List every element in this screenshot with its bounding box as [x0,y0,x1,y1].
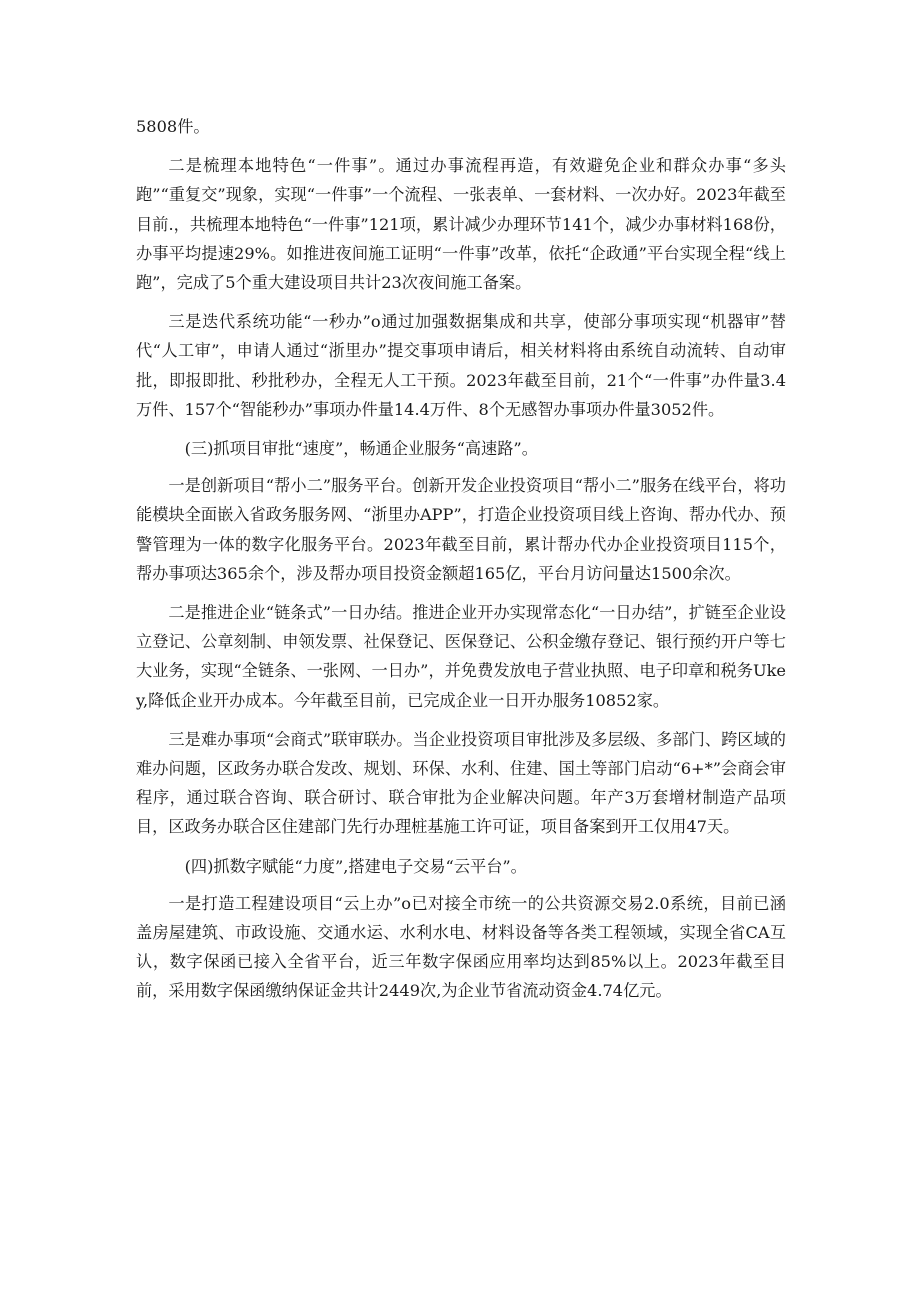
paragraph-chain-one-day: 二是推进企业“链条式”一日办结。推进企业开办实现常态化“一日办结”，扩链至企业设立登记、公章刻制、申领发票、社保登记、医保登记、公积金缴存登记、银行预约开户等七大业务，实现“全链条、一张网、一日办”，并免费发放电子营业执照、电子印章和税务Ukey,降低企业开办成本。今年截至目前，已完成企业一日开办服务10852家。 [136,603,786,710]
section-heading-4: (四)抓数字赋能“力度”,搭建电子交易“云平台”。 [184,856,527,876]
paragraph-cloud-service: 一是打造工程建设项目“云上办”o已对接全市统一的公共资源交易2.0系统，目前已涵盖房屋建筑、市政设施、交通水运、水利水电、材料设备等各类工程领域，实现全省CA互认，数字保函已接入全省平台，近三年数字保函应用率均达到85%以上。2023年截至目前，采用数字保函缴纳保证金共计2449次,为企业节省流动资金4.74亿元。 [136,893,786,1001]
document-page [136,112,786,1006]
paragraph-joint-review: 三是难办事项“会商式”联审联办。当企业投资项目审批涉及多层级、多部门、跨区域的难办问题，区政务办联合发改、规划、环保、水利、住建、国土等部门启动“6+*”会商会审程序，通过联合咨询、联合研讨、联合审批为企业解决问题。年产3万套增材制造产品项目，区政务办联合区住建部门先行办理桩基施工许可证，项目备案到开工仅用47天。 [136,729,786,837]
section-heading-3: (三)抓项目审批“速度”，畅通企业服务“高速路”。 [184,439,538,459]
paragraph-continuation: 5808件。 [136,117,210,136]
paragraph-local-one-thing: 二是梳理本地特色“一件事”。通过办事流程再造，有效避免企业和群众办事“多头跑”“重复交”现象，实现“一件事”一个流程、一张表单、一套材料、一次办好。2023年截至目前.，共梳理本地特色“一件事”121项，累计减少办理环节141个，减少办事材料168份，办事平均提速29%。如推进夜间施工证明“一件事”改革，依托“企政通”平台实现全程“线上跑”，完成了5个重大建设项目共计23次夜间施工备案。 [136,156,786,293]
paragraph-one-second-service: 三是迭代系统功能“一秒办”o通过加强数据集成和共享，使部分事项实现“机器审”替代“人工审”，申请人通过“浙里办”提交事项申请后，相关材料将由系统自动流转、自动审批，即报即批、秒批秒办，全程无人工干预。2023年截至目前，21个“一件事”办件量3.4万件、157个“智能秒办”事项办件量14.4万件、8个无感智办事项办件量3052件。 [136,312,786,419]
paragraph-bang-xiao-er: 一是创新项目“帮小二”服务平台。创新开发企业投资项目“帮小二”服务在线平台，将功能模块全面嵌入省政务服务网、“浙里办APP”，打造企业投资项目线上咨询、帮办代办、预警管理为一体的数字化服务平台。2023年截至目前，累计帮办代办企业投资项目115个，帮办事项达365余个，涉及帮办项目投资金额超165亿，平台月访问量达1500余次。 [136,476,786,583]
